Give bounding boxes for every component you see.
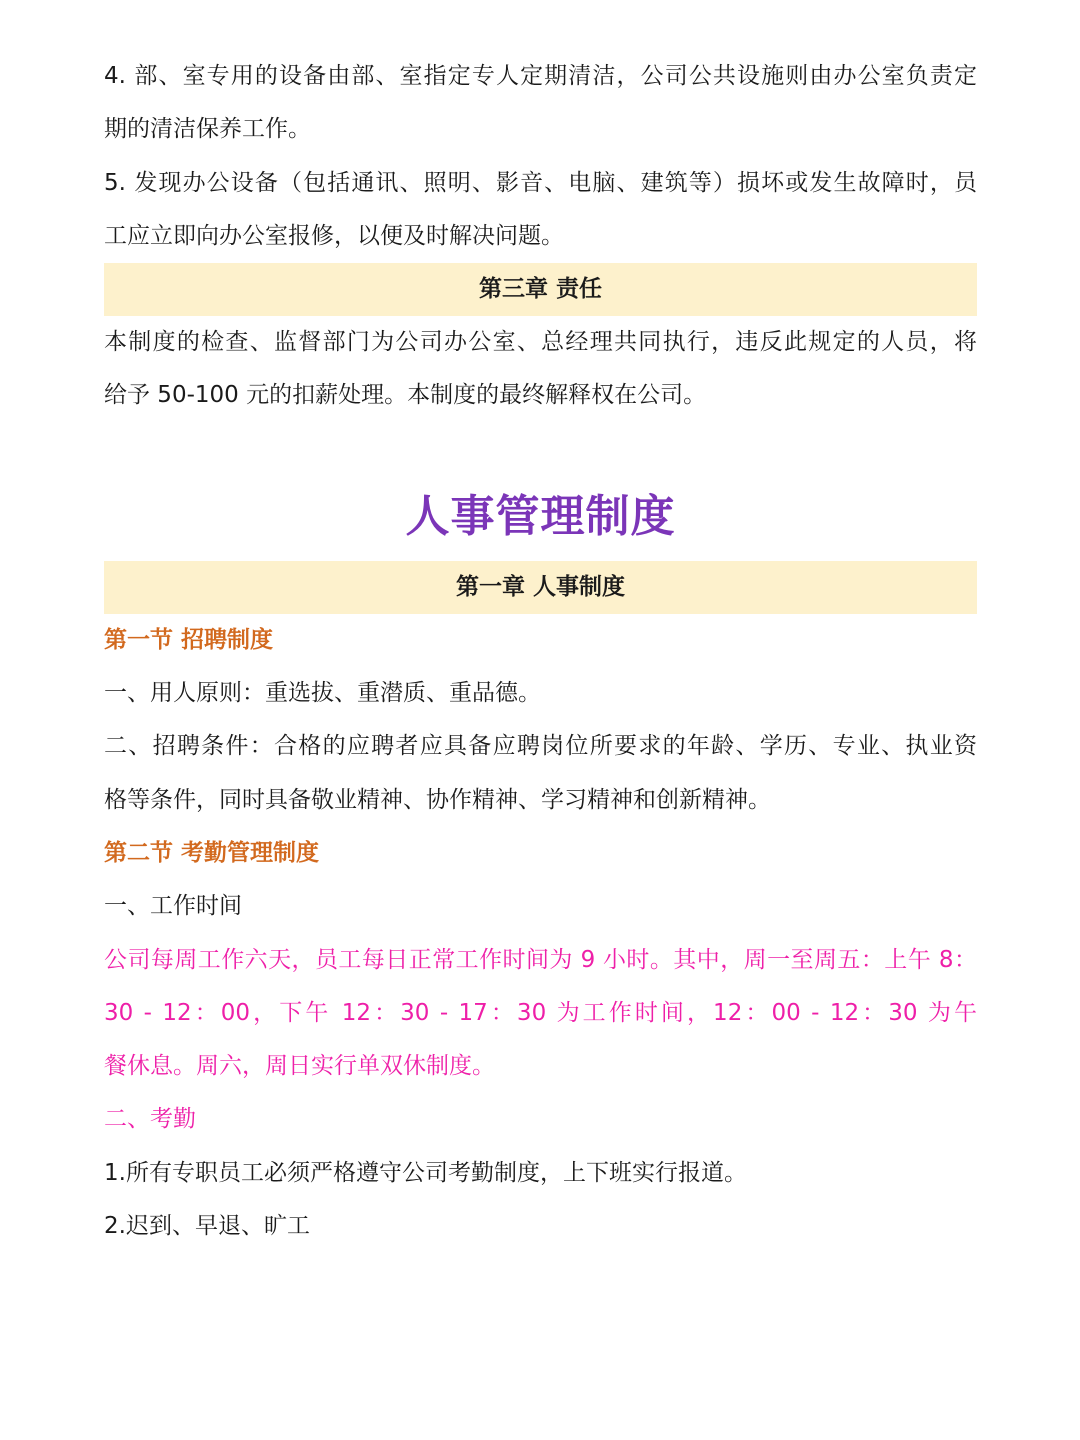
chapter3-heading: 第三章 责任 [104,263,977,316]
recruit-conditions-line2: 格等条件，同时具备敬业精神、协作精神、学习精神和创新精神。 [104,786,771,813]
work-hours-line1: 公司每周工作六天，员工每日正常工作时间为 9 小时。其中，周一至周五：上午 8： [104,946,977,973]
attendance-heading: 二、考勤 [104,1106,196,1133]
chapter3-para-line2: 给予 50-100 元的扣薪处理。本制度的最终解释权在公司。 [104,382,707,409]
item4-line1: 4. 部、室专用的设备由部、室指定专人定期清洁，公司公共设施则由办公室负责定 [104,63,977,89]
attendance-rule1: 1.所有专职员工必须严格遵守公司考勤制度，上下班实行报道。 [104,1159,747,1186]
recruit-conditions-line1: 二、招聘条件：合格的应聘者应具备应聘岗位所要求的年龄、学历、专业、执业资 [104,733,977,760]
item5-line2: 工应立即向办公室报修，以便及时解决问题。 [104,222,564,249]
document-title: 人事管理制度 [405,490,676,542]
document-page [104,50,977,1253]
item5-line1: 5. 发现办公设备（包括通讯、照明、影音、电脑、建筑等）损坏或发生故障时，员 [104,169,977,196]
item4-line2: 期的清洁保养工作。 [104,116,311,143]
section2-heading: 第二节 考勤管理制度 [104,839,320,866]
work-hours-line3: 餐休息。周六，周日实行单双休制度。 [104,1053,495,1080]
hr-chapter1-heading: 第一章 人事制度 [104,561,977,614]
recruit-principle: 一、用人原则：重选拔、重潜质、重品德。 [104,680,541,707]
section1-heading: 第一节 招聘制度 [104,626,274,653]
attendance-rule2: 2.迟到、早退、旷工 [104,1213,310,1240]
work-hours-line2: 30 - 12：00，下午 12：30 - 17：30 为工作时间，12：00 - 12：30 为午 [104,999,977,1026]
work-time-heading: 一、工作时间 [104,893,242,920]
chapter3-para-line1: 本制度的检查、监督部门为公司办公室、总经理共同执行，违反此规定的人员，将 [104,329,977,356]
